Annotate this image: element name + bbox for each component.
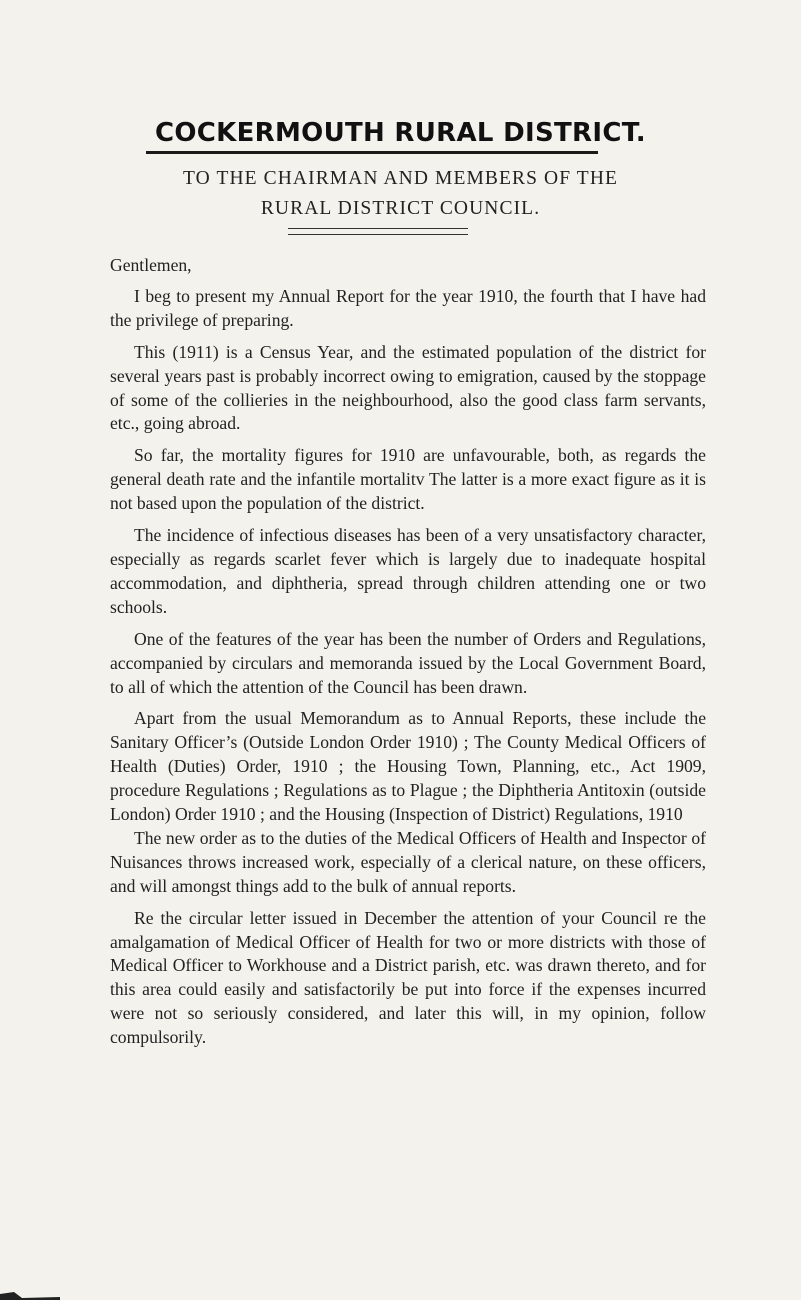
paragraph-circular-letter: Re the circular letter issued in December the attention of your Council re the amalgamation of Medical Officer of Health for two or more districts with those of Medical Officer to Workhouse and a District parish, etc. was drawn thereto, and for this area could easily and satisfactorily be put into force if the expenses incurred were not so seriously considered, and later this will, in my opinion, follow compulsorily. [110,907,706,1048]
paragraph-orders: One of the features of the year has been the number of Orders and Regulations, accompanied by circulars and memoranda issued by the Local Government Board, to all of which the attention of the Council has been drawn. [110,628,706,697]
paragraph-infectious-diseases: The incidence of infectious diseases has been of a very unsatisfactory character, especially as regards scarlet fever which is largely due to inadequate hospital accommodation, and diphtheria, spread through children attending one or two schools. [110,525,706,617]
salutation: Gentlemen, [110,255,192,275]
paragraph-mortality: So far, the mortality figures for 1910 are unfavourable, both, as regards the general death rate and the infantile mortalitv The latter is a more exact figure as it is not based upon the population of the district. [110,445,706,514]
address-line-1: TO THE CHAIRMAN AND MEMBERS OF THE [182,168,619,189]
paragraph-intro: I beg to present my Annual Report for the year 1910, the fourth that I have had the privilege of preparing. [110,285,706,330]
address-line-2: RURAL DISTRICT COUNCIL. [260,198,541,219]
paragraph-census: This (1911) is a Census Year, and the estimated population of the district for several years past is probably incorrect owing to emigration, caused by the stoppage of some of the collieries in the neighbourhood, also the good class farm servants, etc., going abroad. [110,341,706,434]
title-underline [146,151,598,154]
paragraph-memorandum: Apart from the usual Memorandum as to Annual Reports, these include the Sanitary Officer’s (Outside London Order 1910) ; The County Medical Officers of Health (Duties) Order, 1910 ; the Housing Town, Planning, etc., Act 1909, procedure Regulations ; Regulations as to Plague ; the Diphtheria Antitoxin (outside London) Order 1910 ; and the Housing (Inspection of District) Regulations, 1910 [110,708,706,825]
address-heading [0,164,801,224]
section-divider [288,228,468,235]
report-body [110,254,706,1058]
paragraph-new-order: The new order as to the duties of the Medical Officers of Health and Inspector of Nuisances throws increased work, especially of a clerical nature, on these officers, and will amongst things add to the bulk of annual reports. [110,827,706,896]
page-edge-mark [0,1270,60,1300]
document-title: COCKERMOUTH RURAL DISTRICT. [155,118,646,148]
